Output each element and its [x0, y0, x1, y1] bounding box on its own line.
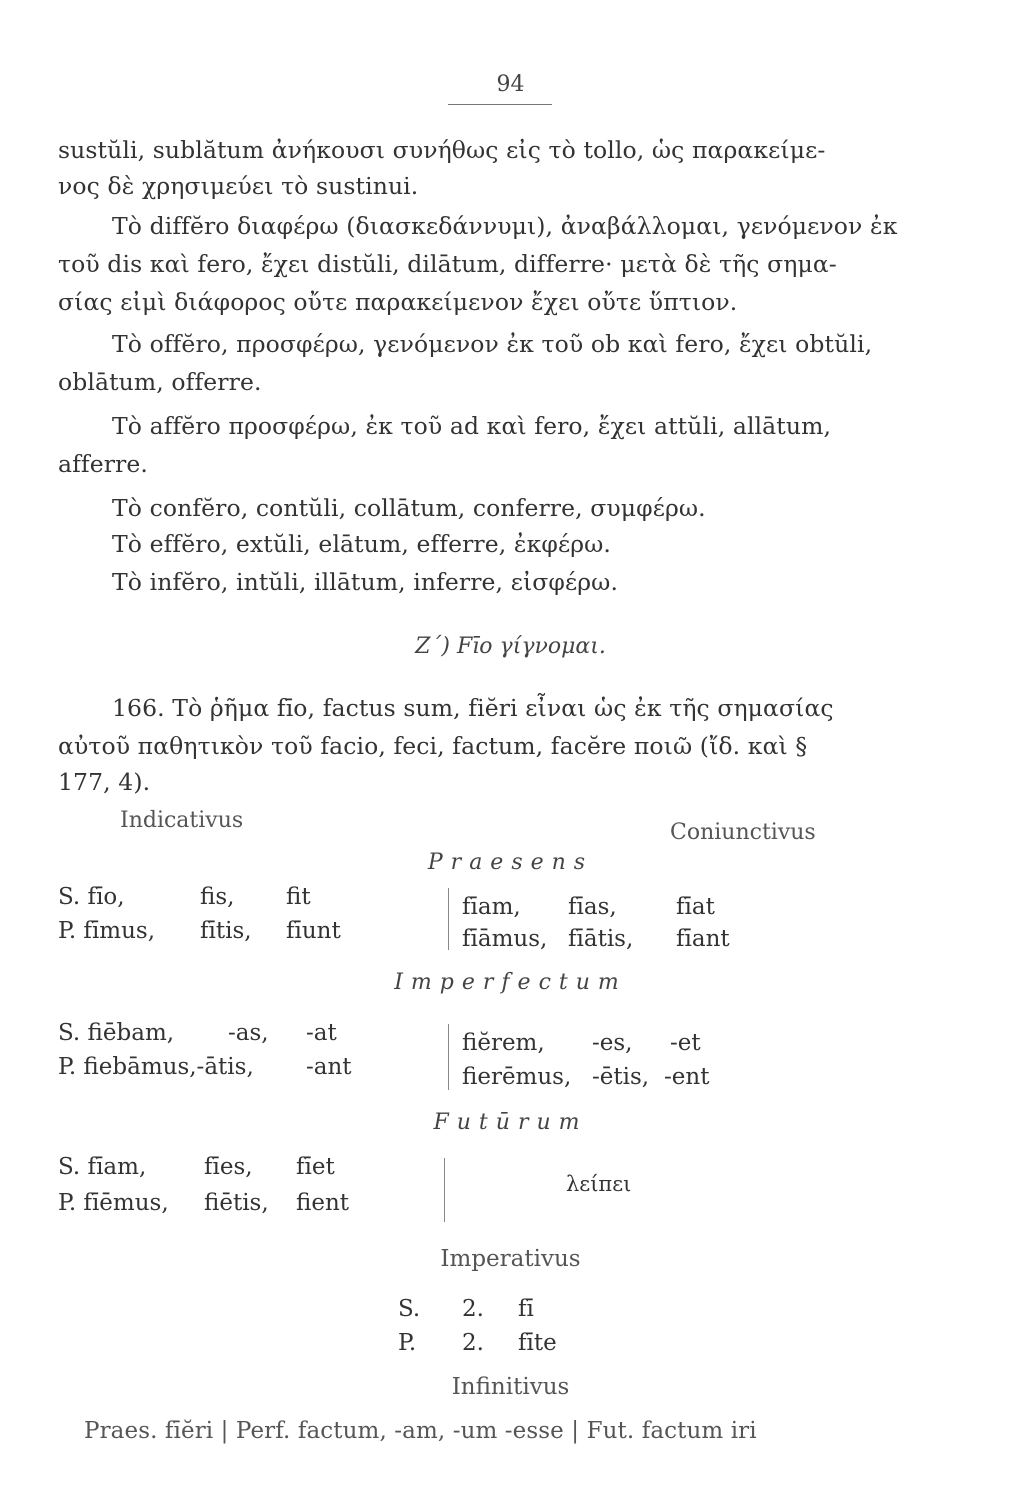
imperfectum-subj-s-3: -et [670, 1030, 701, 1056]
imperative-p-form: fīte [518, 1330, 557, 1356]
body-line-10: Τὸ confĕro, contŭli, collātum, conferre, συμφέρω. [112, 494, 706, 522]
praesens-ind-s-3: fit [286, 884, 311, 910]
body-line-1: sustŭli, sublătum ἀνήκουσι συνήθως εἰς τὸ tollo, ὡς παρακείμε- [58, 136, 826, 164]
imperfectum-subj-s-1: fiĕrem, [462, 1030, 545, 1056]
futurum-ind-s-2: fīes, [204, 1154, 253, 1180]
body-line-5: σίας εἰμὶ διάφορος οὔτε παρακείμενον ἔχει οὔτε ὕπτιον. [58, 288, 738, 316]
body-line-9: afferre. [58, 450, 148, 478]
praesens-ind-s-1: S. fīo, [58, 884, 125, 910]
futurum-ind-s-1: S. fīam, [58, 1154, 147, 1180]
futurum-ind-p-3: fient [296, 1190, 350, 1216]
praesens-ind-s-2: fis, [200, 884, 235, 910]
imperative-p-number: P. [398, 1330, 417, 1356]
imperfectum-subj-s-2: -es, [592, 1030, 633, 1056]
column-divider [448, 888, 449, 950]
body-line-4: τοῦ dis καὶ fero, ἔχει distŭli, dilātum, differre· μετὰ δὲ τῆς σημα- [58, 250, 837, 278]
futurum-ind-s-3: fīet [296, 1154, 335, 1180]
column-divider [444, 1158, 445, 1222]
imperfectum-ind-p-1: P. fiebāmus,-ātis, [58, 1054, 254, 1080]
body-line-2: νος δὲ χρησιμεύει τὸ sustinui. [58, 172, 419, 200]
imperative-s-form: fī [518, 1296, 534, 1322]
page-number: 94 [496, 72, 525, 97]
tense-heading-praesens: Praesens [427, 850, 594, 875]
tense-heading-futurum: Futūrum [433, 1110, 588, 1135]
column-divider [448, 1024, 449, 1090]
imperfectum-subj-p-1: fierēmus, [462, 1064, 572, 1090]
imperative-p-person: 2. [462, 1330, 484, 1356]
imperative-label: Imperativus [440, 1246, 581, 1272]
imperative-s-number: S. [398, 1296, 421, 1322]
paragraph-line-2: αὐτοῦ παθητικὸν τοῦ facio, feci, factum, facĕre ποιῶ (ἴδ. καὶ § [58, 732, 808, 760]
body-line-11: Τὸ effĕro, extŭli, elātum, efferre, ἐκφέρω. [112, 530, 611, 558]
body-line-3: Τὸ diffĕro διαφέρω (διασκεδάννυμι), ἀναβάλλομαι, γενόμενον ἐκ [112, 212, 898, 240]
infinitive-label: Infinitivus [451, 1374, 570, 1400]
praesens-ind-p-3: fīunt [286, 918, 341, 944]
subjunctive-label: Coniunctivus [670, 820, 816, 845]
praesens-ind-p-2: fītis, [200, 918, 252, 944]
praesens-subj-s-3: fīat [676, 894, 715, 920]
body-line-6: Τὸ offĕro, προσφέρω, γενόμενον ἐκ τοῦ ob καὶ fero, ἔχει obtŭli, [112, 330, 873, 358]
tense-heading-imperfectum: Imperfectum [394, 970, 627, 995]
praesens-ind-p-1: P. fīmus, [58, 918, 156, 944]
section-title: Ζ΄) Fīo γίγνομαι. [415, 634, 606, 659]
praesens-subj-p-2: fīātis, [568, 926, 634, 952]
imperative-s-person: 2. [462, 1296, 484, 1322]
futurum-ind-p-1: P. fīēmus, [58, 1190, 169, 1216]
body-line-7: oblātum, offerre. [58, 368, 262, 396]
paragraph-line-1: 166. Τὸ ῥῆμα fīo, factus sum, fiĕri εἶναι ὡς ἐκ τῆς σημασίας [112, 694, 834, 722]
praesens-subj-p-1: fīāmus, [462, 926, 548, 952]
imperfectum-ind-p-3: -ant [306, 1054, 352, 1080]
imperfectum-subj-p-3: -ent [664, 1064, 710, 1090]
imperfectum-ind-s-1: S. fiēbam, [58, 1020, 175, 1046]
body-line-8: Τὸ affĕro προσφέρω, ἐκ τοῦ ad καὶ fero, ἔχει attŭli, allātum, [112, 412, 832, 440]
futurum-subj-note: λείπει [566, 1172, 632, 1196]
body-line-12: Τὸ infĕro, intŭli, illātum, inferre, εἰσφέρω. [112, 568, 619, 596]
paragraph-line-3: 177, 4). [58, 768, 151, 796]
imperfectum-ind-s-2: -as, [228, 1020, 269, 1046]
indicative-label: Indicativus [120, 808, 244, 833]
page-number-rule [448, 104, 552, 105]
praesens-subj-s-2: fīas, [568, 894, 617, 920]
imperfectum-ind-s-3: -at [306, 1020, 337, 1046]
futurum-ind-p-2: fiētis, [204, 1190, 269, 1216]
praesens-subj-s-1: fīam, [462, 894, 521, 920]
imperfectum-subj-p-2: -ētis, [592, 1064, 650, 1090]
praesens-subj-p-3: fīant [676, 926, 730, 952]
infinitive-line: Praes. fīĕri | Perf. factum, -am, -um -esse | Fut. factum iri [84, 1418, 757, 1444]
